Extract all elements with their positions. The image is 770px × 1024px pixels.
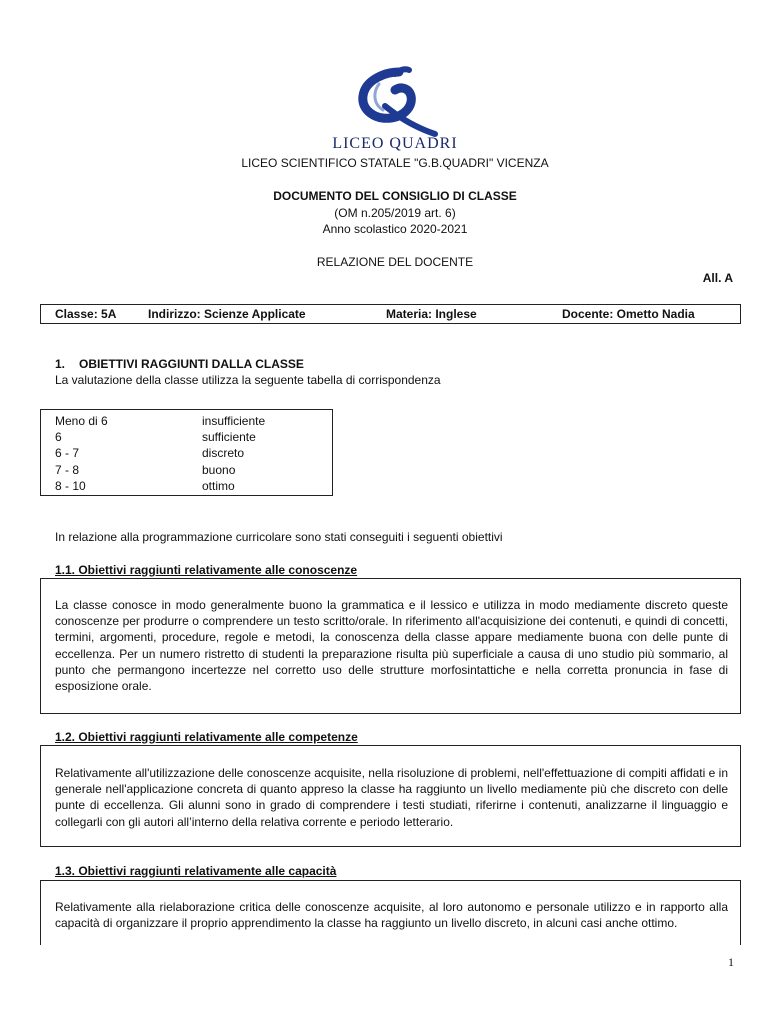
grade-range: 6: [55, 430, 62, 444]
competences-paragraph: Relativamente all'utilizzazione delle conoscenze acquisite, nella risoluzione di problemi, nell'effettuazione di compiti affidati e in generale nell'applicazione concreta di quanto appreso la classe ha raggiunto un livello mediamente più che discreto con delle punte di eccellenza. Gli alunni sono in grado di comprendere i testi studiati, riferirne i contenuti, analizzarne il linguaggio e collegarli con gli autori all’interno della relativa corrente e periodo letterario.: [55, 766, 728, 829]
grade-label: ottimo: [202, 479, 235, 493]
knowledge-paragraph: La classe conosce in modo generalmente buono la grammatica e il lessico e utilizza in modo mediamente discreto queste conoscenze per produrre o comprendere un testo scritto/orale. In riferimento all'acquisizione dei contenuti, e quindi di concetti, termini, argomenti, procedure, regole e metodi, la conoscenza della classe appare mediamente buona con delle punte di eccellenza. Per un numero ristretto di studenti la preparazione risulta più superficiale a causa di uno studio più sommario, al punto che permangono incertezze nel corretto uso delle strutture morfosintattiche e nella corretta pronuncia in fase di esposizione orale.: [55, 598, 728, 694]
objectives-intro: In relazione alla programmazione curricolare sono stati conseguiti i seguenti obiettivi: [55, 530, 503, 544]
section-heading: [55, 357, 304, 371]
document-title: DOCUMENTO DEL CONSIGLIO DI CLASSE: [273, 189, 517, 203]
grade-range: 7 - 8: [55, 463, 80, 477]
report-title: RELAZIONE DEL DOCENTE: [316, 255, 474, 269]
abilities-paragraph: Relativamente alla rielaborazione critica delle conoscenze acquisite, al loro autonomo e personale utilizzo e in rapporto alla capacità di organizzare il proprio apprendimento la classe ha raggiunto un livello discreto, in alcuni casi anche ottimo.: [55, 900, 728, 931]
knowledge-text-box: [40, 578, 741, 714]
section-number: 1.: [55, 357, 66, 371]
grade-range: 6 - 7: [55, 446, 80, 460]
competences-text-box: [40, 745, 741, 847]
subsection-heading-knowledge: 1.1. Obiettivi raggiunti relativamente alle conoscenze: [55, 563, 358, 577]
grade-range: Meno di 6: [55, 414, 108, 428]
class-label: Classe: 5A: [55, 307, 117, 321]
grade-label: discreto: [202, 446, 245, 460]
grade-label: insufficiente: [202, 414, 266, 428]
class-info-bar: [40, 304, 741, 324]
teacher-label: Docente: Ometto Nadia: [562, 307, 695, 321]
grade-label: sufficiente: [202, 430, 256, 444]
grade-label: buono: [202, 463, 236, 477]
liceo-quadri-logo-icon: [355, 66, 441, 138]
section-title: OBIETTIVI RAGGIUNTI DALLA CLASSE: [79, 357, 304, 371]
subject-label: Materia: Inglese: [386, 307, 477, 321]
reference-line: (OM n.205/2019 art. 6): [334, 206, 456, 220]
school-year: Anno scolastico 2020-2021: [322, 222, 468, 236]
subsection-heading-competences: 1.2. Obiettivi raggiunti relativamente alle competenze: [55, 730, 358, 744]
section-intro: La valutazione della classe utilizza la seguente tabella di corrispondenza: [55, 373, 441, 387]
logo-text: LICEO QUADRI: [332, 135, 458, 152]
school-name: LICEO SCIENTIFICO STATALE "G.B.QUADRI" VICENZA: [241, 156, 549, 170]
subsection-heading-abilities: 1.3. Obiettivi raggiunti relativamente alle capacità: [55, 864, 337, 878]
page-number: 1: [728, 955, 734, 969]
attachment-label: All. A: [702, 271, 733, 285]
track-label: Indirizzo: Scienze Applicate: [148, 307, 306, 321]
grade-table: [40, 409, 333, 496]
grade-range: 8 - 10: [55, 479, 86, 493]
abilities-text-box: [40, 880, 741, 945]
